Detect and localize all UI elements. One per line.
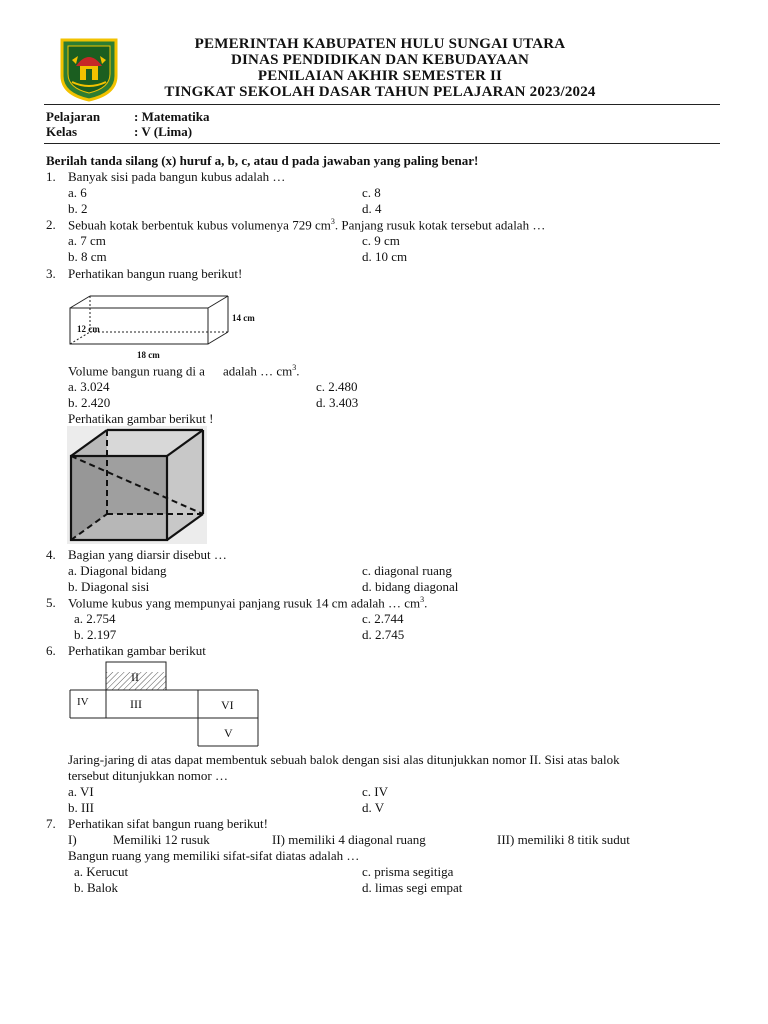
option-b: b. 8 cm: [68, 249, 107, 264]
net-label-II: II: [131, 670, 139, 684]
question-text-end: . Panjang rusuk kotak tersebut adalah …: [334, 217, 546, 233]
option-d: d. V: [362, 800, 385, 815]
net-label-IV: IV: [77, 696, 89, 708]
question-period: .: [424, 595, 428, 611]
option-c: c. prisma segitiga: [362, 864, 454, 879]
height-label: 12 cm: [77, 324, 100, 334]
option-c: c. 8: [362, 185, 381, 200]
option-d: d. limas segi empat: [362, 880, 463, 895]
subject-label: Pelajaran: [46, 109, 101, 124]
superscript: 3: [420, 595, 425, 604]
option-c: c. 2.480: [316, 379, 358, 394]
property-1: Memiliki 12 rusuk: [113, 832, 210, 847]
instruction: Berilah tanda silang (x) huruf a, b, c, atau d pada jawaban yang paling benar!: [46, 153, 479, 168]
question-number: 1.: [46, 169, 56, 184]
property-2: II) memiliki 4 diagonal ruang: [272, 832, 426, 847]
option-b: b. 2: [68, 201, 88, 216]
property-3: III) memiliki 8 titik sudut: [497, 832, 630, 847]
question-text-main: Sebuah kotak berbentuk kubus volumenya 729 cm: [68, 217, 331, 233]
option-a: a. 3.024: [68, 379, 110, 394]
question-text: [68, 217, 545, 233]
question-text: [68, 595, 427, 611]
option-b: b. 2.420: [68, 395, 111, 410]
net-label-III: III: [130, 697, 142, 711]
question-number: 7.: [46, 816, 56, 831]
option-d: d. 2.745: [362, 627, 405, 642]
question-text: Bagian yang diarsir disebut …: [68, 547, 227, 562]
option-b: b. 2.197: [74, 627, 117, 642]
option-a: a. 7 cm: [68, 233, 106, 248]
question-number: 2.: [46, 217, 56, 232]
option-b: b. III: [68, 800, 94, 815]
question-text: Perhatikan sifat bangun ruang berikut!: [68, 816, 268, 831]
superscript: 3: [292, 363, 297, 372]
depth-label: 14 cm: [232, 313, 255, 323]
superscript: 3: [330, 217, 335, 226]
district-logo: [58, 36, 120, 102]
net-label-VI: VI: [221, 698, 234, 712]
header-line-3: PENILAIAN AKHIR SEMESTER II: [257, 68, 503, 84]
question-paragraph: tersebut ditunjukkan nomor …: [68, 768, 228, 783]
property-1-number: I): [68, 832, 77, 847]
option-a: a. 6: [68, 185, 87, 200]
question-text-main: Volume bangun ruang di a: [68, 363, 205, 379]
question-text-main: Volume kubus yang mempunyai panjang rusuk 14 cm adalah … cm: [68, 595, 421, 611]
net-label-V: V: [224, 726, 233, 740]
option-d: d. bidang diagonal: [362, 579, 459, 594]
question-period: .: [296, 363, 300, 379]
option-b: b. Balok: [74, 880, 119, 895]
question-number: 4.: [46, 547, 56, 562]
question-text: Perhatikan bangun ruang berikut!: [68, 266, 243, 281]
question-number: 6.: [46, 643, 56, 658]
question-text: Bangun ruang yang memiliki sifat-sifat diatas adalah …: [68, 848, 360, 863]
header-line-1: PEMERINTAH KABUPATEN HULU SUNGAI UTARA: [194, 36, 566, 52]
class-label: Kelas: [46, 124, 78, 139]
figure-intro: Perhatikan gambar berikut !: [68, 411, 214, 426]
cube-figure: [67, 426, 207, 544]
length-label: 18 cm: [137, 350, 160, 360]
option-c: c. 9 cm: [362, 233, 400, 248]
option-d: d. 10 cm: [362, 249, 408, 264]
question-number: 3.: [46, 266, 56, 281]
header-line-4: TINGKAT SEKOLAH DASAR TAHUN PELAJARAN 2023/2024: [164, 84, 596, 100]
option-a: a. VI: [68, 784, 94, 799]
option-c: c. IV: [362, 784, 388, 799]
info-divider: [44, 143, 720, 144]
question-paragraph: Jaring-jaring di atas dapat membentuk sebuah balok dengan sisi alas ditunjukkan nomor II. Sisi atas balok: [68, 752, 620, 767]
net-figure: [68, 660, 264, 748]
subject-value: : Matematika: [134, 109, 210, 124]
question-text: Banyak sisi pada bangun kubus adalah …: [68, 169, 286, 184]
class-value: : V (Lima): [134, 124, 193, 139]
option-b: b. Diagonal sisi: [68, 579, 150, 594]
option-d: d. 3.403: [316, 395, 359, 410]
header-divider: [44, 104, 720, 105]
question-text-end: adalah … cm: [222, 363, 293, 379]
option-d: d. 4: [362, 201, 382, 216]
question-number: 5.: [46, 595, 56, 610]
question-text: Perhatikan gambar berikut: [68, 643, 206, 658]
option-c: c. diagonal ruang: [362, 563, 452, 578]
option-c: c. 2.744: [362, 611, 404, 626]
header-line-2: DINAS PENDIDIKAN DAN KEBUDAYAAN: [230, 52, 530, 68]
option-a: a. Diagonal bidang: [68, 563, 167, 578]
option-a: a. Kerucut: [74, 864, 129, 879]
option-a: a. 2.754: [74, 611, 116, 626]
question-text: [68, 363, 300, 379]
